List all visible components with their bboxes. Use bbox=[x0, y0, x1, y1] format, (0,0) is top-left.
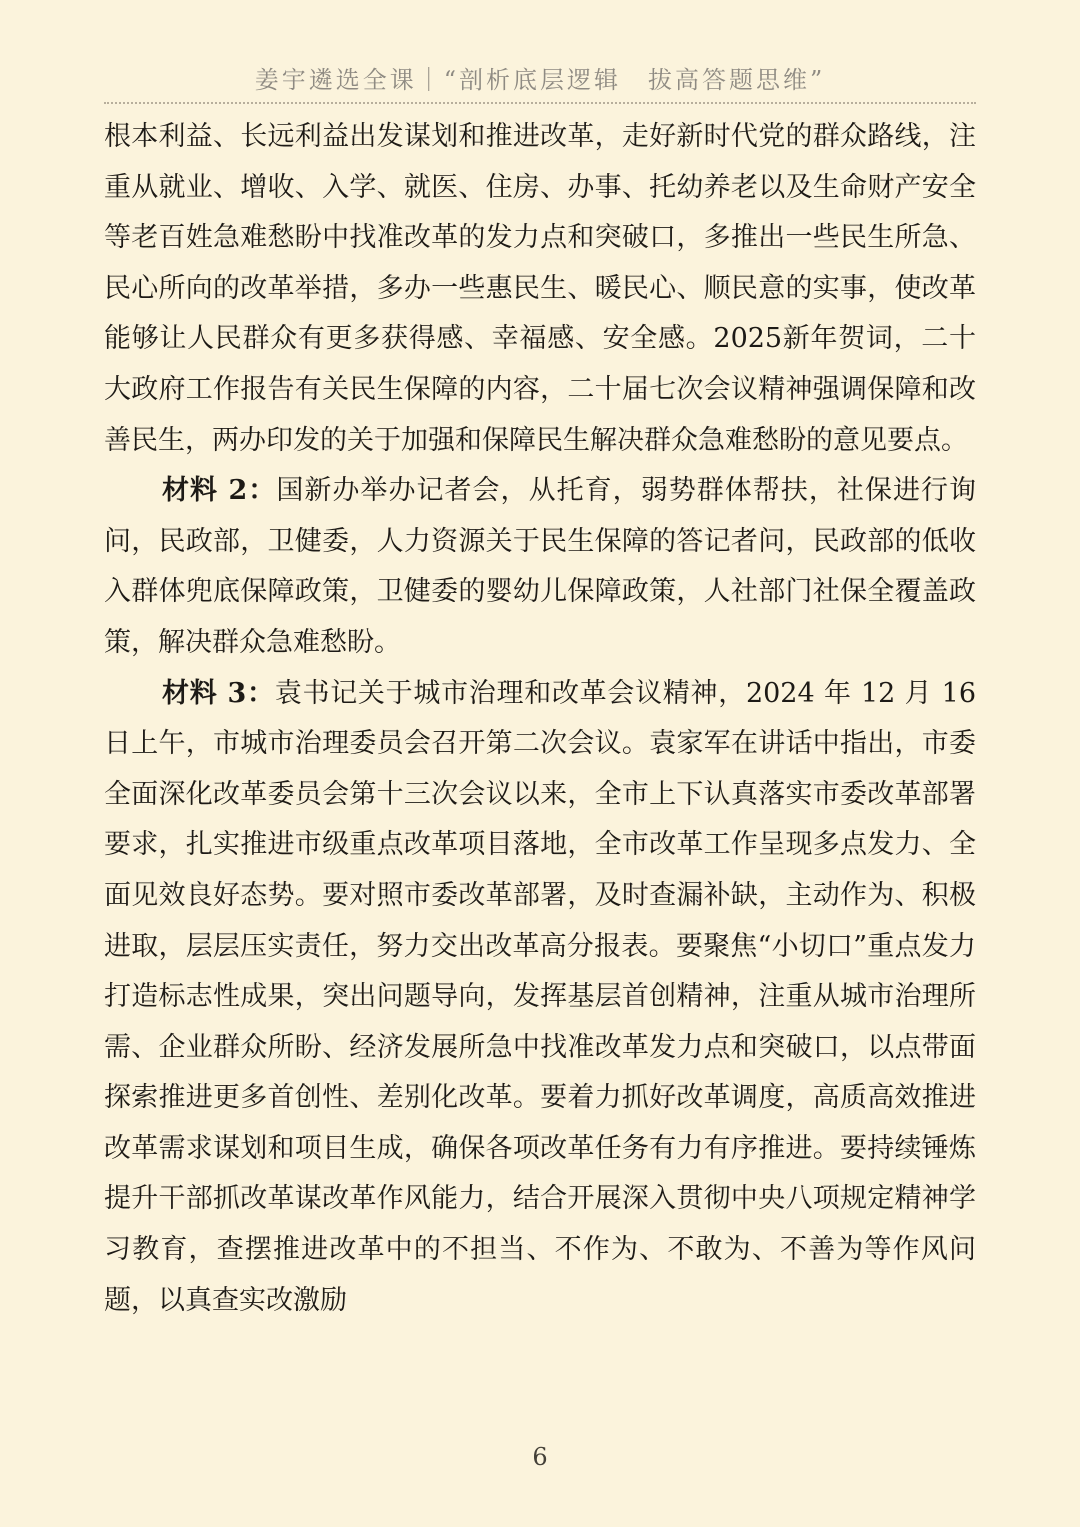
paragraph-text: 国新办举办记者会，从托育，弱势群体帮扶，社保进行询问，民政部，卫健委，人力资源关于民生保障的答记者问，民政部的低收入群体兜底保障政策，卫健委的婴幼儿保障政策，人社部门社保全覆盖政策，解决群众急难愁盼。 bbox=[104, 475, 976, 658]
material-label: 材料 2： bbox=[162, 475, 277, 507]
paragraph-text: 袁书记关于城市治理和改革会议精神，2024 年 12 月 16 日上午，市城市治理委员会召开第二次会议。袁家军在讲话中指出，市委全面深化改革委员会第十三次会议以来，全市上下认真落实市委改革部署要求，扎实推进市级重点改革项目落地，全市改革工作呈现多点发力、全面见效良好态势。要对照市委改革部署，及时查漏补缺，主动作为、积极进取，层层压实责任，努力交出改革高分报表。要聚焦“小切口”重点发力打造标志性成果，突出问题导向，发挥基层首创精神，注重从城市治理所需、企业群众所盼、经济发展所急中找准改革发力点和突破口，以点带面探索推进更多首创性、差别化改革。要着力抓好改革调度，高质高效推进改革需求谋划和项目生成，确保各项改革任务有力有序推进。要持续锤炼提升干部抓改革谋改革作风能力，结合开展深入贯彻中央八项规定精神学习教育，查摆推进改革中的不担当、不作为、不敢为、不善为等作风问题，以真查实改激励 bbox=[104, 677, 977, 1316]
paragraph-text: 根本利益、长远利益出发谋划和推进改革，走好新时代党的群众路线，注重从就业、增收、入学、就医、住房、办事、托幼养老以及生命财产安全等老百姓急难愁盼中找准改革的发力点和突破口，多推出一些民生所急、民心所向的改革举措，多办一些惠民生、暖民心、顺民意的实事，使改革能够让人民群众有更多获得感、幸福感、安全感。2025新年贺词，二十大政府工作报告有关民生保障的内容，二十届七次会议精神强调保障和改善民生，两办印发的关于加强和保障民生解决群众急难愁盼的意见要点。 bbox=[104, 121, 976, 456]
paragraph-continuation bbox=[104, 112, 976, 466]
document-body bbox=[104, 112, 976, 1326]
header-title: 姜宇遴选全课｜“剖析底层逻辑 拔高答题思维” bbox=[254, 66, 826, 94]
paragraph-material-3 bbox=[104, 669, 976, 1327]
paragraph-material-2 bbox=[104, 466, 976, 668]
running-header bbox=[104, 58, 976, 104]
page-number: 6 bbox=[532, 1443, 548, 1471]
material-label: 材料 3： bbox=[162, 677, 275, 709]
